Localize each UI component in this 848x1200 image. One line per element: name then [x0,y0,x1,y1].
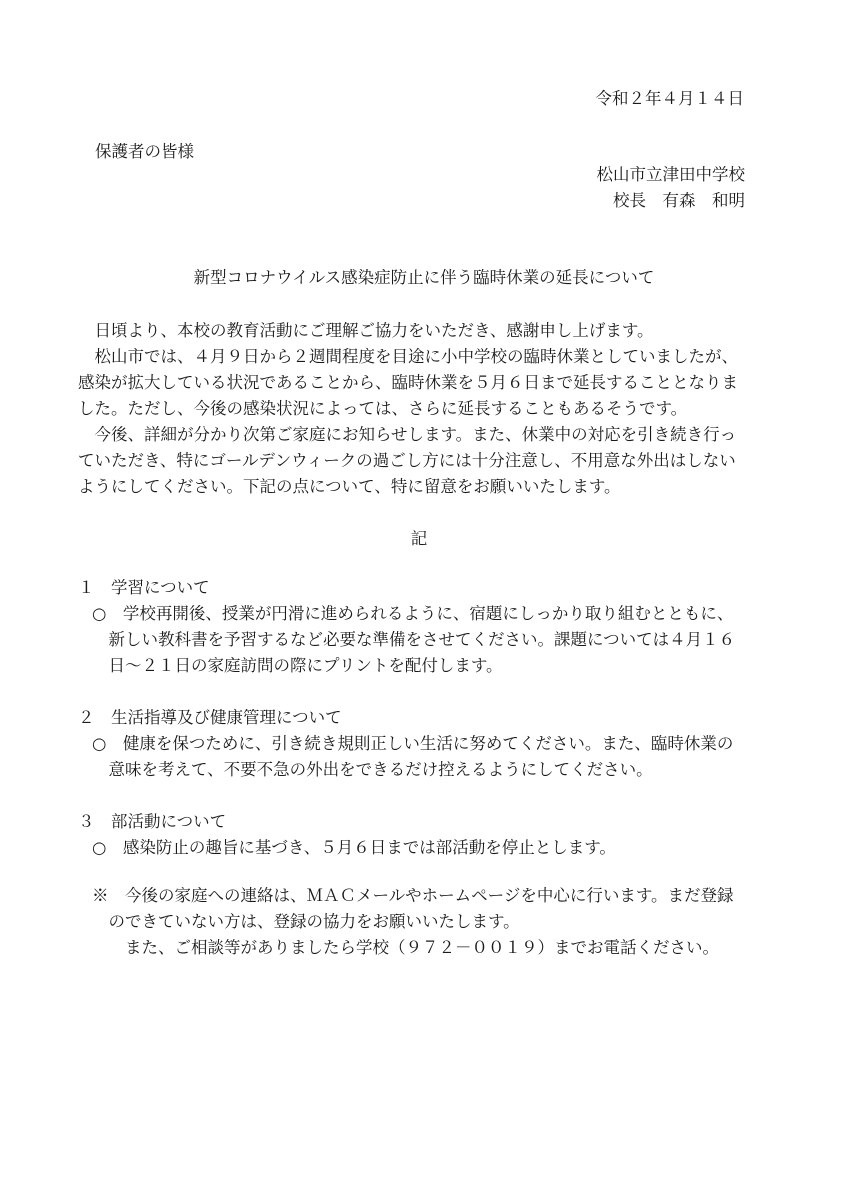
body-line: ていただき、特にゴールデンウィークの過ごし方には十分注意し、不用意な外出はしない [78,451,736,470]
body-line: 今後、詳細が分かり次第ご家庭にお知らせします。また、休業中の対応を引き続き行っ [78,425,737,444]
section-line: 新しい教科書を予習するなど必要な準備をさせてください。課題については４月１６ [92,630,736,649]
body-line: 松山市では、４月９日から２週間程度を目途に小中学校の臨時休業としていましたが、 [78,347,738,366]
body-line: した。ただし、今後の感染状況によっては、さらに延長することもあるそうです。 [78,399,688,418]
addressee: 保護者の皆様 [95,142,194,161]
principal-name: 校長 有森 和明 [613,191,745,210]
body-line: 感染が拡大している状況であることから、臨時休業を５月６日まで延長することとなりま [78,373,738,392]
body-line: ようにしてください。下記の点について、特に留意をお願いいたします。 [78,477,621,496]
note-line: ※ 今後の家庭への連絡は、ＭＡＣメールやホームページを中心に行います。まだ登録 [92,886,734,905]
school-name: 松山市立津田中学校 [596,165,745,184]
body-line: 日頃より、本校の教育活動にご理解ご協力をいただき、感謝申し上げます。 [78,321,654,340]
section-line: ○ 感染防止の趣旨に基づき、５月６日までは部活動を停止とします。 [92,838,616,857]
section-heading: ２ 生活指導及び健康管理について [78,708,342,727]
note-line: また、ご相談等がありましたら学校（９７２－００１９）までお電話ください。 [92,938,719,957]
section-heading: １ 学習について [78,578,210,597]
section-heading: ３ 部活動について [78,812,227,831]
section-line: ○ 学校再開後、授業が円滑に進められるように、宿題にしっかり取り組むとともに、 [92,604,734,623]
section-line: ○ 健康を保つために、引き続き規則正しい生活に努めてください。また、臨時休業の [92,734,734,753]
document-title: 新型コロナウイルス感染症防止に伴う臨時休業の延長について [193,268,655,287]
ki-heading: 記 [410,529,428,548]
note-line: のできていない方は、登録の協力をお願いいたします。 [92,912,520,931]
section-line: 日～２１日の家庭訪問の際にプリントを配付します。 [92,656,503,675]
section-line: 意味を考えて、不要不急の外出をできるだけ控えるようにしてください。 [92,760,653,779]
letter-date: 令和２年４月１４日 [595,89,744,108]
